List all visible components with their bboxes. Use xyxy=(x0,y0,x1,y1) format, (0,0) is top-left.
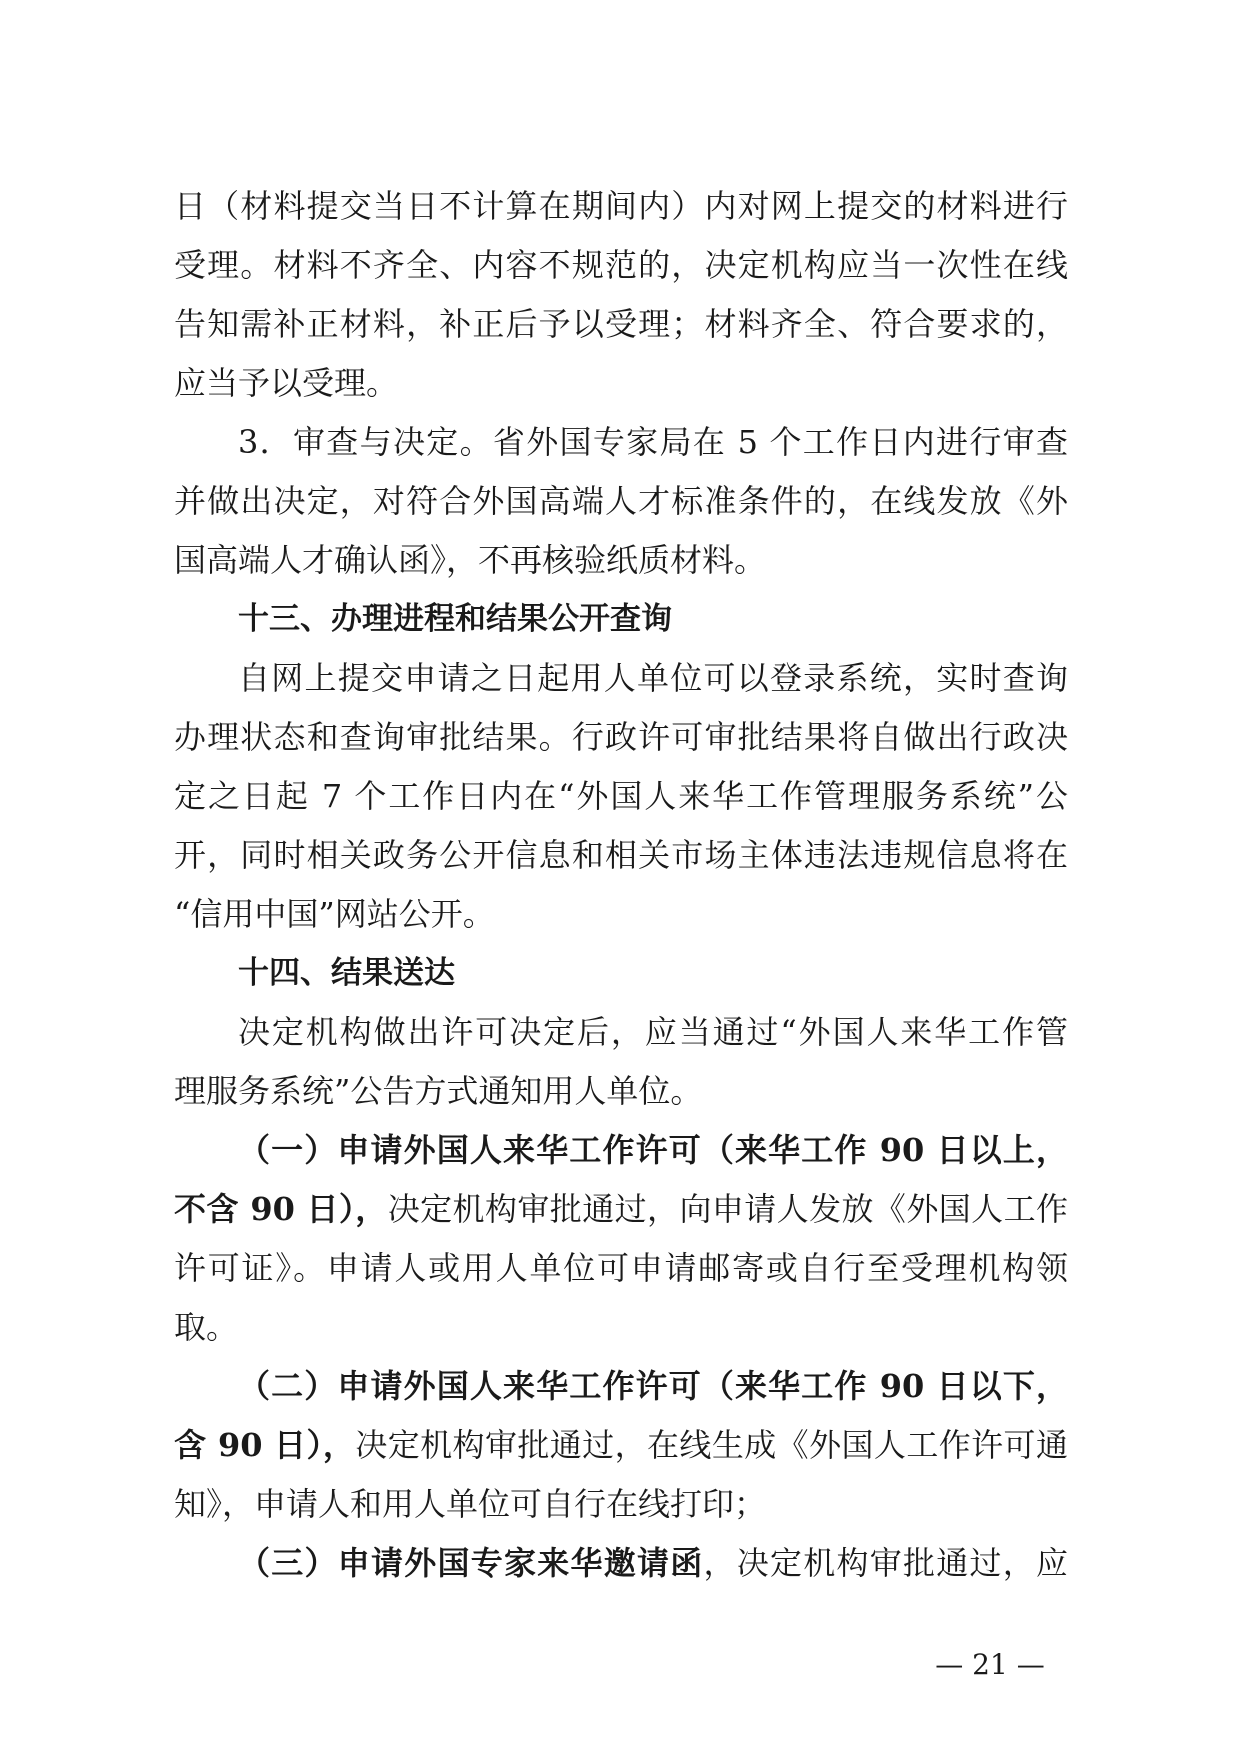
paragraph-line-bold: （二）申请外国人来华工作许可（来华工作 90 日以下， xyxy=(238,1367,1068,1405)
paragraph-line: “信用中国”网站公开。 xyxy=(174,895,495,933)
bold-lead: （三）申请外国专家来华邀请函 xyxy=(238,1544,704,1582)
paragraph-line: 3．审查与决定。省外国专家局在 5 个工作日内进行审查 xyxy=(238,423,1068,461)
line-text: 决定机构审批通过，在线生成《外国人工作许可通 xyxy=(355,1426,1068,1464)
document-body xyxy=(174,177,1068,1593)
paragraph-line: 受理。材料不齐全、内容不规范的，决定机构应当一次性在线 xyxy=(174,246,1068,284)
paragraph-line: 自网上提交申请之日起用人单位可以登录系统，实时查询 xyxy=(238,659,1068,697)
section-heading: 十四、结果送达 xyxy=(238,955,455,991)
section-heading: 十三、办理进程和结果公开查询 xyxy=(238,601,672,637)
paragraph-line: 应当予以受理。 xyxy=(174,364,399,402)
paragraph-line: 定之日起 7 个工作日内在“外国人来华工作管理服务系统”公 xyxy=(174,777,1068,815)
paragraph-line: 国高端人才确认函》，不再核验纸质材料。 xyxy=(174,541,767,579)
paragraph-line: 取。 xyxy=(174,1308,239,1346)
bold-lead: 含 90 日）， xyxy=(174,1426,356,1464)
paragraph-line xyxy=(174,1534,1068,1593)
paragraph-line-bold: （一）申请外国人来华工作许可（来华工作 90 日以上， xyxy=(238,1131,1068,1169)
paragraph-line xyxy=(174,1416,1068,1475)
paragraph-line: 许可证》。申请人或用人单位可申请邮寄或自行至受理机构领 xyxy=(174,1249,1068,1287)
line-text: 决定机构审批通过，向申请人发放《外国人工作 xyxy=(387,1190,1068,1228)
paragraph-line: 并做出决定，对符合外国高端人才标准条件的，在线发放《外 xyxy=(174,482,1068,520)
paragraph-line: 理服务系统”公告方式通知用人单位。 xyxy=(174,1072,703,1110)
paragraph-line xyxy=(174,1180,1068,1239)
page-number: — 21 — xyxy=(935,1648,1045,1681)
paragraph-line: 决定机构做出许可决定后，应当通过“外国人来华工作管 xyxy=(238,1013,1068,1051)
paragraph-line: 办理状态和查询审批结果。行政许可审批结果将自做出行政决 xyxy=(174,718,1068,756)
bold-lead: 不含 90 日）， xyxy=(174,1190,388,1228)
paragraph-line: 告知需补正材料，补正后予以受理；材料齐全、符合要求的， xyxy=(174,305,1068,343)
paragraph-line: 日（材料提交当日不计算在期间内）内对网上提交的材料进行 xyxy=(174,187,1068,225)
paragraph-line: 知》，申请人和用人单位可自行在线打印； xyxy=(174,1485,767,1523)
paragraph-line: 开，同时相关政务公开信息和相关市场主体违法违规信息将在 xyxy=(174,836,1068,874)
line-text: ，决定机构审批通过，应 xyxy=(703,1544,1068,1582)
